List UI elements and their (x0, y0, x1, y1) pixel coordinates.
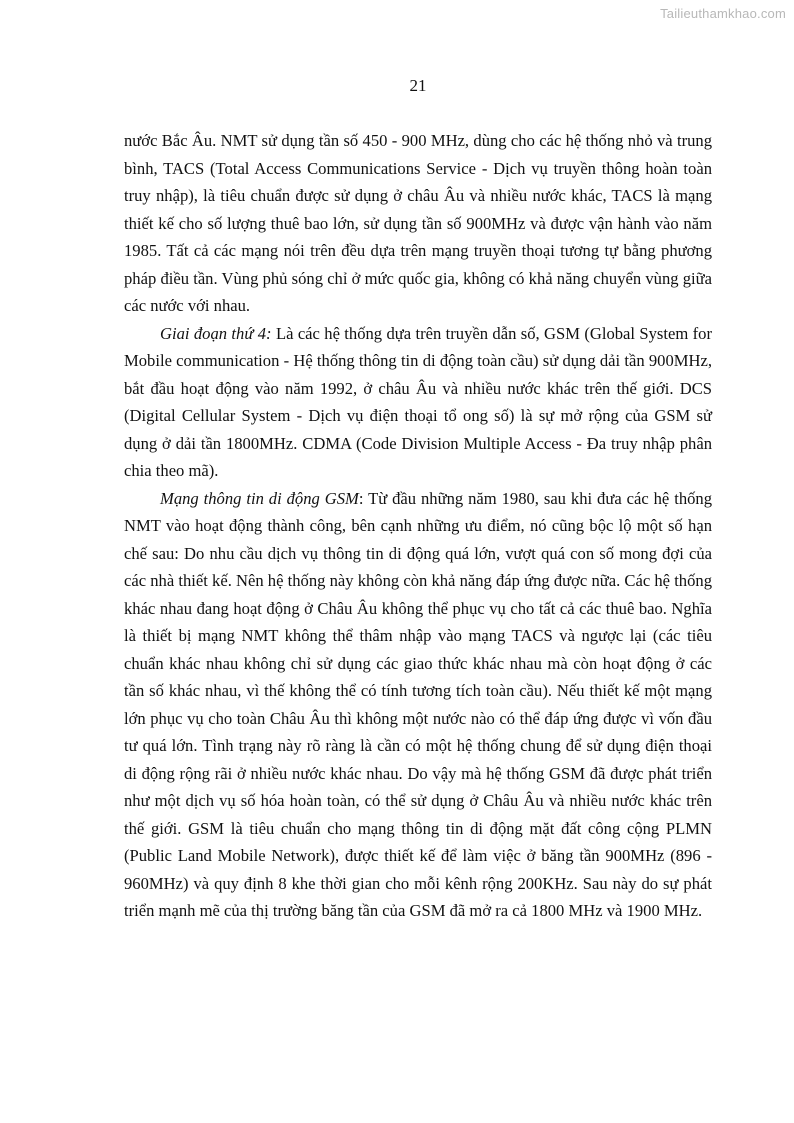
paragraph-1-text: nước Bắc Âu. NMT sử dụng tần số 450 - 900 MHz, dùng cho các hệ thống nhỏ và trung bình, TACS (Total Access Communications Service - Dịch vụ truyền thông hoàn toàn truy nhập), là tiêu chuẩn được sử dụng ở châu Âu và nhiều nước khác, TACS là mạng thiết kế cho số lượng thuê bao lớn, sử dụng tần số 900MHz và được vận hành vào năm 1985. Tất cả các mạng nói trên đều dựa trên mạng truyền thoại tương tự bằng phương pháp điều tần. Vùng phủ sóng chỉ ở mức quốc gia, không có khả năng chuyển vùng giữa các nước với nhau. (124, 131, 712, 315)
watermark-text: Tailieuthamkhao.com (660, 6, 786, 21)
paragraph-2-lead: Giai đoạn thứ 4: (160, 323, 272, 343)
paragraph-3 (124, 485, 712, 925)
paragraph-1 (124, 127, 712, 320)
paragraph-3-text: : Từ đầu những năm 1980, sau khi đưa các hệ thống NMT vào hoạt động thành công, bên cạnh những ưu điểm, nó cũng bộc lộ một số hạn chế sau: Do nhu cầu dịch vụ thông tin di động quá lớn, vượt quá con số mong đợi của các nhà thiết kế. Nên hệ thống này không còn khả năng đáp ứng được nữa. Các hệ thống khác nhau đang hoạt động ở Châu Âu không thể phục vụ cho tất cả các thuê bao. Nghĩa là thiết bị mạng NMT không thể thâm nhập vào mạng TACS và ngược lại (các tiêu chuẩn khác nhau không chỉ sử dụng các giao thức khác nhau mà còn hoạt động ở các tần số khác nhau, vì thế không thể có tính tương tích toàn cầu). Nếu thiết kế một mạng lớn phục vụ cho toàn Châu Âu thì không một nước nào có thể đáp ứng được vì vốn đầu tư quá lớn. Tình trạng này rõ ràng là cần có một hệ thống chung để sử dụng điện thoại di động rộng rãi ở nhiều nước khác nhau. Do vậy mà hệ thống GSM đã được phát triển như một dịch vụ số hóa hoàn toàn, có thể sử dụng ở Châu Âu và nhiều nước khác trên thế giới. GSM là tiêu chuẩn cho mạng thông tin di động mặt đất công cộng PLMN (Public Land Mobile Network), được thiết kế để làm việc ở băng tần 900MHz (896 - 960MHz) và quy định 8 khe thời gian cho mỗi kênh rộng 200KHz. Sau này do sự phát triển mạnh mẽ của thị trường băng tần của GSM đã mở ra cả 1800 MHz và 1900 MHz. (124, 488, 713, 920)
paragraph-2-text: Là các hệ thống dựa trên truyền dẫn số, GSM (Global System for Mobile communication - Hệ thống thông tin di động toàn cầu) sử dụng dải tần 900MHz, bắt đầu hoạt động vào năm 1992, ở châu Âu và nhiều nước khác trên thế giới. DCS (Digital Cellular System - Dịch vụ điện thoại tổ ong số) là sự mở rộng của GSM sử dụng ở dải tần 1800MHz. CDMA (Code Division Multiple Access - Đa truy nhập phân chia theo mã). (124, 323, 712, 480)
paragraph-2 (124, 320, 712, 485)
paragraph-3-lead: Mạng thông tin di động GSM (160, 488, 359, 508)
document-body (124, 127, 712, 925)
page-number: 21 (409, 76, 427, 95)
